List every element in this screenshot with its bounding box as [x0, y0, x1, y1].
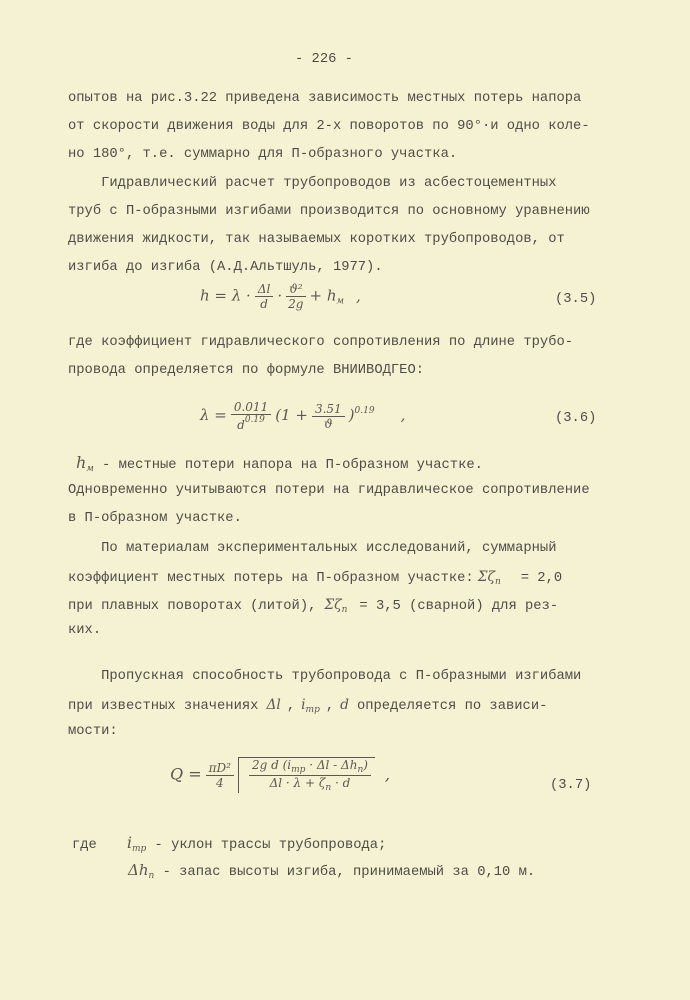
- numerator: [249, 758, 371, 776]
- denominator-exponent: 0.19: [244, 415, 265, 425]
- var-dl: Δl: [266, 697, 281, 713]
- var-i-sub: тр: [305, 705, 320, 715]
- hm-symbol: h: [76, 453, 87, 472]
- paren-close: ): [363, 758, 368, 772]
- fraction: [255, 282, 274, 311]
- text-line: изгиба до изгиба (А.Д.Альтшуль, 1977).: [68, 260, 383, 275]
- denominator: [237, 415, 265, 432]
- denominator: 2g: [288, 297, 304, 311]
- sub: п: [357, 765, 364, 775]
- text-line: движения жидкости, так называемых коротких трубопроводов, от: [68, 232, 565, 247]
- equation-number: (3.6): [555, 411, 597, 426]
- paren-close: ): [348, 406, 355, 424]
- eq-lhs: h = λ ·: [200, 286, 251, 305]
- fraction: [231, 400, 271, 432]
- text-line: опытов на рис.3.22 приведена зависимость местных потерь напора: [68, 91, 582, 106]
- fraction: [312, 402, 345, 431]
- exponent: 0.19: [354, 406, 375, 416]
- paren-open: (1 +: [275, 406, 308, 424]
- def-subscript: тр: [131, 844, 147, 854]
- page-number: - 226 -: [295, 52, 353, 67]
- root-den-rest: · d: [334, 776, 351, 790]
- fraction: [286, 282, 305, 311]
- var-i: i: [301, 697, 306, 713]
- text-line: [76, 454, 483, 478]
- sum-subscript: п: [494, 577, 501, 587]
- text-line: труб с П-образными изгибами производится по основному уравнению: [68, 204, 590, 219]
- numerator: πD²: [206, 761, 234, 776]
- sep: ,: [325, 699, 335, 714]
- numerator: 3.51: [312, 402, 345, 417]
- text-line: Гидравлический расчет трубопроводов из асбестоцементных: [68, 176, 557, 191]
- numerator: 0.011: [231, 400, 271, 415]
- def-subscript: п: [148, 871, 155, 881]
- text-line: Пропускная способность трубопровода с П-образными изгибами: [68, 669, 582, 684]
- text-line: [128, 861, 535, 885]
- denominator-base: d: [237, 418, 245, 432]
- equation-3-7: [170, 757, 390, 793]
- numerator: Δl: [255, 282, 274, 297]
- numerator: ϑ²: [286, 282, 305, 297]
- fraction: [206, 761, 234, 790]
- text-line: в П-образном участке.: [68, 511, 242, 526]
- sub: тр: [291, 765, 306, 775]
- eq-sub: м: [336, 296, 344, 307]
- sum-symbol: Σζ: [324, 597, 342, 613]
- def-text: - уклон трассы трубопровода;: [146, 838, 387, 853]
- square-root: [238, 757, 375, 793]
- text-fragment: при плавных поворотах (литой),: [68, 599, 317, 614]
- eq-comma: ,: [384, 764, 391, 784]
- root-num: 2g d (i: [251, 758, 292, 772]
- text-line: По материалам экспериментальных исследований, суммарный: [68, 541, 557, 556]
- text-line: мости:: [68, 724, 118, 739]
- text-line: [68, 568, 562, 591]
- text-line: но 180°, т.е. суммарно для П-образного участка.: [68, 147, 458, 162]
- text-fragment: при известных значениях: [68, 699, 259, 714]
- text-line: где коэффициент гидравлического сопротивления по длине трубо-: [68, 335, 574, 350]
- sum-symbol: Σζ: [477, 569, 495, 585]
- root-num-rest: · Δl - Δh: [309, 758, 358, 772]
- text-line: Одновременно учитываются потери на гидравлическое сопротивление: [68, 483, 590, 498]
- where-label: где: [72, 838, 97, 853]
- denominator: ϑ: [324, 416, 333, 431]
- def-symbol: i: [126, 833, 132, 852]
- denominator: 4: [215, 775, 224, 790]
- sum-subscript: п: [341, 605, 348, 615]
- eq-tail: + h: [309, 286, 337, 305]
- text-line: [68, 696, 547, 719]
- eq-comma: ,: [355, 286, 361, 305]
- text-line: от скорости движения воды для 2-х поворотов по 90°·и одно коле-: [68, 119, 590, 134]
- equation-number: (3.7): [550, 778, 592, 793]
- sep: ,: [286, 699, 296, 714]
- text-line: провода определяется по формуле ВНИИВОДГЕО:: [68, 363, 425, 378]
- hm-definition: - местные потери напора на П-образном участке.: [93, 458, 483, 473]
- def-text: - запас высоты изгиба, принимаемый за 0,10 м.: [154, 865, 536, 880]
- denominator: d: [260, 297, 268, 311]
- text-line: [72, 834, 386, 858]
- text-fragment: определяется по зависи-: [356, 699, 548, 714]
- fraction: [249, 758, 371, 793]
- root-den: Δl · λ + ζ: [269, 776, 326, 790]
- def-symbol: Δh: [128, 861, 149, 879]
- equation-number: (3.5): [555, 292, 597, 307]
- text-fragment: коэффициент местных потерь на П-образном участке:: [68, 571, 474, 586]
- text-line: ких.: [68, 623, 102, 638]
- text-line: [68, 596, 558, 619]
- eq-comma: ,: [400, 406, 406, 424]
- denominator: [270, 776, 351, 793]
- eq-lhs: Q =: [170, 764, 202, 784]
- sum-value: = 2,0: [520, 571, 563, 586]
- hm-subscript: м: [86, 464, 94, 474]
- sub: п: [325, 783, 332, 793]
- equation-3-5: h = λ · $\frac{\Delta l}{d}$ · $\frac{\text{ϑ²}}{2g}$ + $h_м$ ,: [200, 282, 361, 311]
- equation-3-6: [200, 400, 405, 432]
- eq-lhs: λ =: [200, 406, 227, 424]
- sum-value: = 3,5 (сварной) для рез-: [359, 599, 559, 614]
- var-d: d: [340, 697, 349, 713]
